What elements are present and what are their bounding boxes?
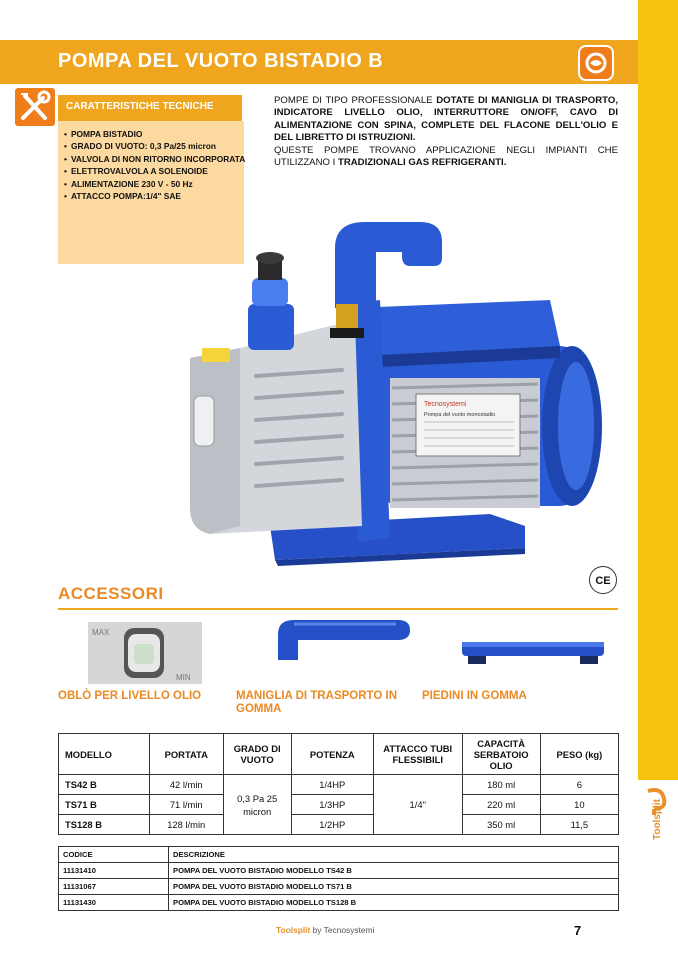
product-description [274, 95, 618, 169]
footer-brand-tecnosystemi: Tecnosystemi [323, 925, 375, 935]
spec-item: • ALIMENTAZIONE 230 V - 50 Hz [62, 178, 246, 190]
table-row [59, 775, 619, 795]
cell-potenza: 1/4HP [291, 775, 373, 795]
spec-list [62, 128, 246, 202]
cell-attacco: 1/4" [373, 775, 462, 835]
cell-portata: 42 l/min [149, 775, 223, 795]
table-row [59, 895, 619, 911]
accessory-label-feet: PIEDINI IN GOMMA [422, 690, 527, 702]
col-header: DESCRIZIONE [169, 847, 619, 863]
pump-plate-brand: Tecnosystemi [424, 401, 467, 408]
cell-capacita: 350 ml [462, 815, 540, 835]
cell-capacita: 220 ml [462, 795, 540, 815]
oil-sight-glass-image [88, 622, 202, 684]
cell-code: 11131067 [59, 879, 169, 895]
codes-table [58, 846, 619, 911]
col-header: PORTATA [149, 734, 223, 775]
tools-icon [15, 88, 55, 126]
accessories-title: ACCESSORI [58, 584, 164, 603]
table-row [59, 795, 619, 815]
desc-p2-normal: QUESTE POMPE TROVANO APPLICAZIONE NEGLI IMPIANTI CHE UTILIZZANO I [274, 144, 618, 169]
spec-item: • ELETTROVALVOLA A SOLENOIDE [62, 165, 246, 177]
col-header: MODELLO [59, 734, 150, 775]
col-header: CAPACITÀ SERBATOIO OLIO [462, 734, 540, 775]
cell-model: TS71 B [59, 795, 150, 815]
page-number: 7 [574, 923, 582, 938]
cell-capacita: 180 ml [462, 775, 540, 795]
spec-header [58, 95, 242, 121]
accessory-label-sight-glass: OBLÒ PER LIVELLO OLIO [58, 690, 202, 702]
accessory-label-handle: MANIGLIA DI TRASPORTO IN GOMMA [236, 690, 397, 715]
models-table [58, 733, 619, 835]
logo-badge-icon [578, 45, 614, 81]
cell-model: TS128 B [59, 815, 150, 835]
page-title: POMPA DEL VUOTO BISTADIO B [58, 50, 384, 72]
rubber-feet-image [458, 638, 608, 668]
cell-desc: POMPA DEL VUOTO BISTADIO MODELLO TS71 B [169, 879, 619, 895]
ce-mark: CE [589, 566, 617, 594]
desc-p1-bold: DOTATE DI MANIGLIA DI TRASPORTO, INDICATORE LIVELLO OLIO, INTERRUTTORE ON/OFF, CAVO DI ALIMENTAZIONE CON SPINA, COMPLETE DEL FLACONE DELL'OLIO E DEL LIBRETTO DI ISTRUZIONI. [274, 95, 618, 144]
sight-glass-min-label: MIN [176, 673, 191, 682]
desc-p1-normal: POMPE DI TIPO PROFESSIONALE [274, 95, 437, 106]
table-header-row [59, 734, 619, 775]
vacuum-pump-image [180, 208, 610, 568]
col-header: GRADO DI VUOTO [223, 734, 291, 775]
cell-code: 11131430 [59, 895, 169, 911]
footer-by: by [312, 925, 322, 935]
cell-portata: 128 l/min [149, 815, 223, 835]
side-brand: Toolsplit [652, 799, 663, 840]
footer-brand-toolsplit: Toolsplit [276, 925, 311, 935]
cell-desc: POMPA DEL VUOTO BISTADIO MODELLO TS42 B [169, 863, 619, 879]
accessories-divider [58, 608, 618, 610]
codes-header-row [59, 847, 619, 863]
cell-potenza: 1/3HP [291, 795, 373, 815]
cell-peso: 11,5 [540, 815, 618, 835]
cell-potenza: 1/2HP [291, 815, 373, 835]
table-row [59, 815, 619, 835]
desc-p2-bold: TRADIZIONALI GAS REFRIGERANTI. [337, 157, 507, 169]
cell-code: 11131410 [59, 863, 169, 879]
cell-grado: 0,3 Pa 25 micron [223, 775, 291, 835]
table-row [59, 879, 619, 895]
col-header: ATTACCO TUBI FLESSIBILI [373, 734, 462, 775]
pump-plate-title: Pompa del vuoto monostadio [424, 412, 496, 418]
sight-glass-max-label: MAX [92, 628, 110, 637]
cell-peso: 6 [540, 775, 618, 795]
col-header: POTENZA [291, 734, 373, 775]
side-stripe [638, 0, 678, 780]
spec-heading: CARATTERISTICHE TECNICHE [66, 101, 214, 112]
footer-brand [276, 925, 374, 935]
spec-item: • ATTACCO POMPA:1/4" SAE [62, 190, 246, 202]
spec-item: • GRADO DI VUOTO: 0,3 Pa/25 micron [62, 140, 246, 152]
cell-portata: 71 l/min [149, 795, 223, 815]
table-row [59, 863, 619, 879]
transport-handle-image [268, 616, 412, 660]
cell-model: TS42 B [59, 775, 150, 795]
cell-peso: 10 [540, 795, 618, 815]
spec-item: • VALVOLA DI NON RITORNO INCORPORATA [62, 153, 246, 165]
cell-desc: POMPA DEL VUOTO BISTADIO MODELLO TS128 B [169, 895, 619, 911]
col-header: PESO (kg) [540, 734, 618, 775]
spec-item: • POMPA BISTADIO [62, 128, 246, 140]
col-header: CODICE [59, 847, 169, 863]
